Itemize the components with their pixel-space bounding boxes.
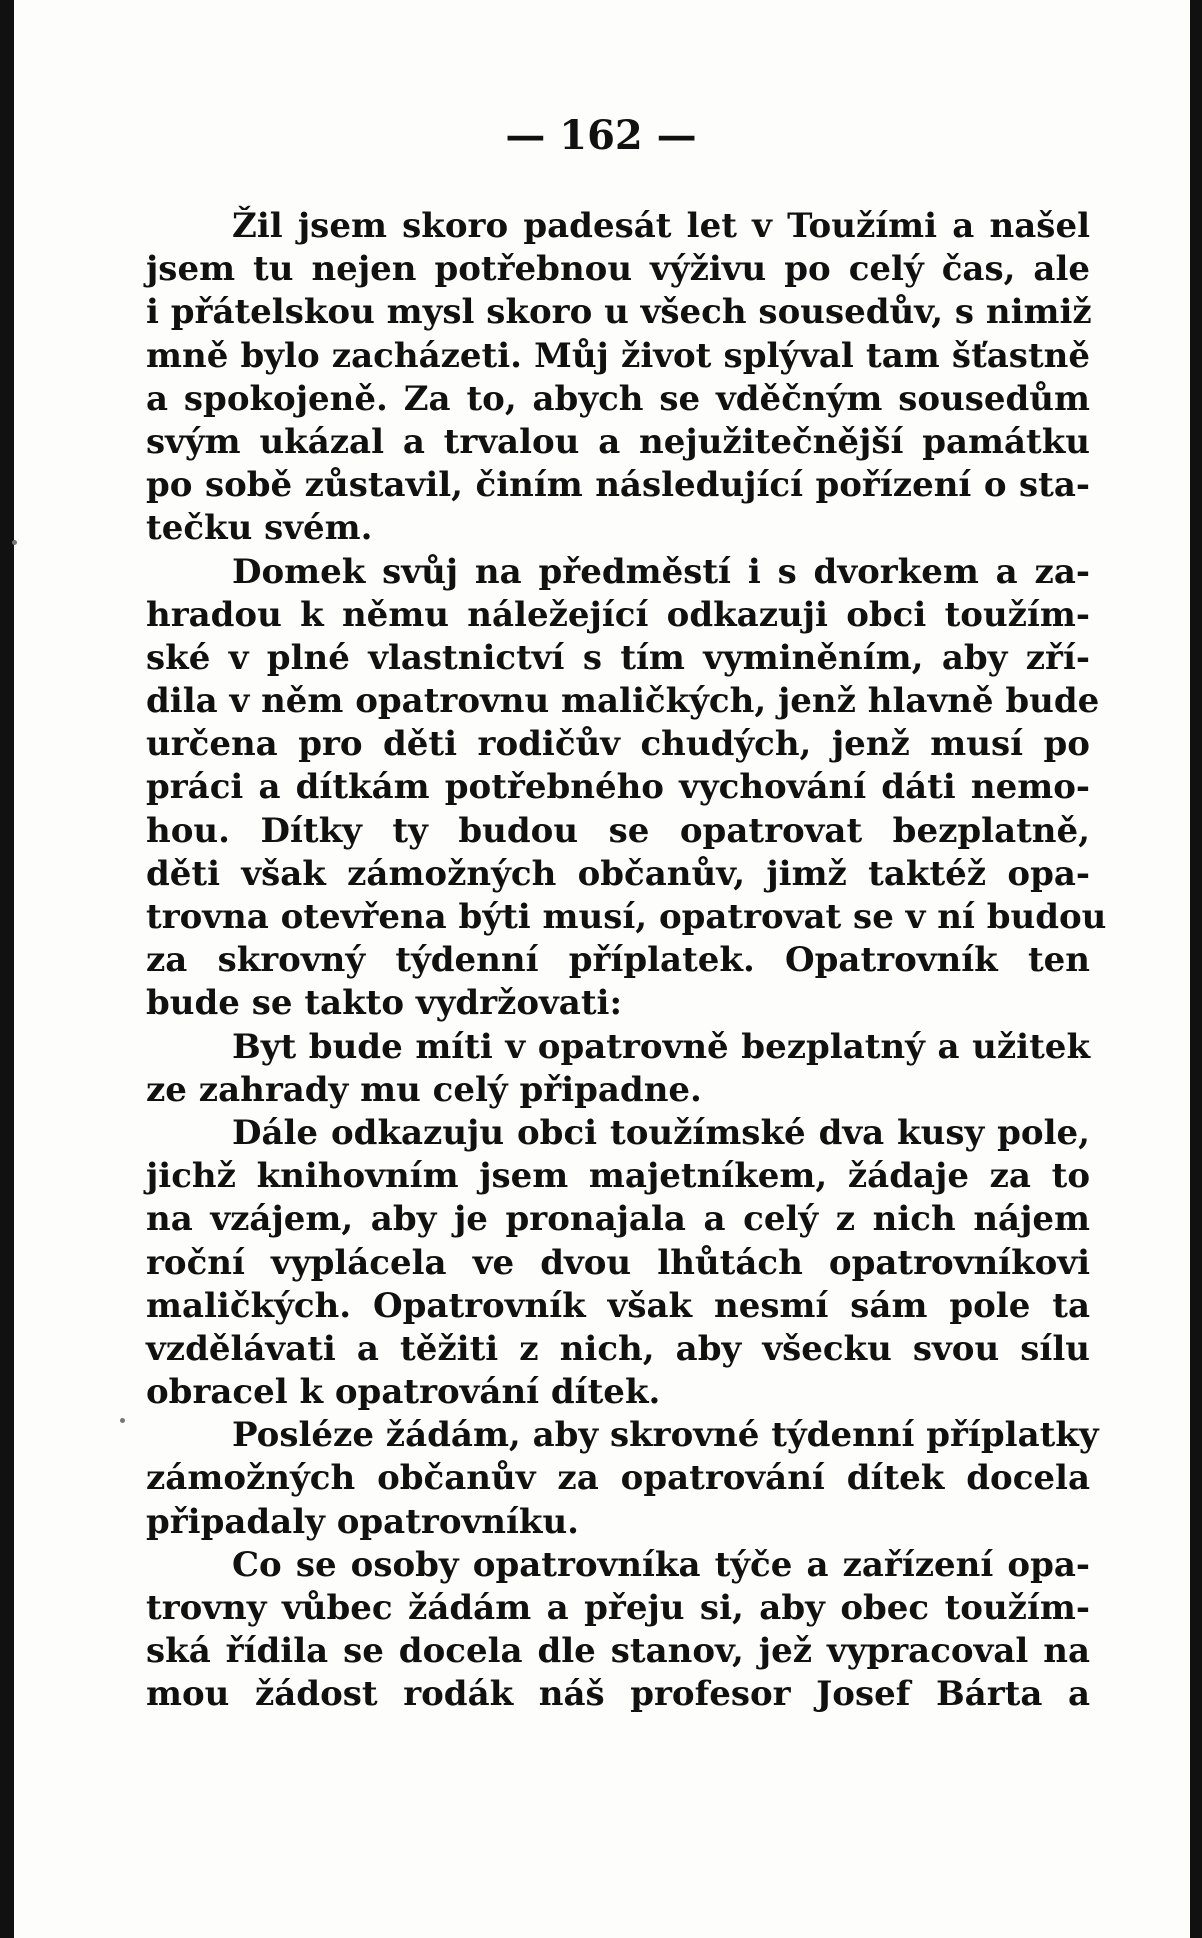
text-line: vzdělávati a těžiti z nich, aby všecku svou sílu bbox=[146, 1328, 1090, 1369]
paragraph bbox=[146, 1544, 1090, 1717]
text-line: mou žádost rodák náš profesor Josef Bárta a bbox=[146, 1674, 1090, 1715]
text-line: ze zahrady mu celý připadne. bbox=[146, 1069, 702, 1110]
text-line: ské v plné vlastnictví s tím vyminěním, aby zří- bbox=[146, 637, 1090, 678]
paragraph bbox=[146, 1026, 1090, 1112]
text-line: Domek svůj na předměstí i s dvorkem a za- bbox=[232, 551, 1090, 592]
text-line: mně bylo zacházeti. Můj život splýval tam šťastně bbox=[146, 335, 1090, 376]
paragraph bbox=[146, 205, 1090, 551]
text-line: jichž knihovním jsem majetníkem, žádaje za to bbox=[146, 1156, 1090, 1197]
text-line: po sobě zůstavil, činím následující pořízení o sta- bbox=[146, 465, 1090, 506]
scan-edge-right bbox=[1190, 0, 1202, 1938]
text-line: maličkých. Opatrovník však nesmí sám pole ta bbox=[146, 1285, 1090, 1326]
text-line: ská řídila se docela dle stanov, jež vypracoval na bbox=[146, 1631, 1090, 1672]
text-line: roční vyplácela ve dvou lhůtách opatrovníkovi bbox=[146, 1242, 1090, 1283]
paragraph bbox=[146, 1414, 1099, 1544]
text-line: za skrovný týdenní příplatek. Opatrovník ten bbox=[146, 940, 1090, 981]
speck bbox=[12, 540, 17, 545]
text-line: připadaly opatrovníku. bbox=[146, 1501, 580, 1542]
text-line: obracel k opatrování dítek. bbox=[146, 1372, 661, 1413]
body-text bbox=[146, 205, 1107, 1717]
text-line: Žil jsem skoro padesát let v Toužími a našel bbox=[232, 206, 1090, 246]
text-line: i přátelskou mysl skoro u všech sousedův, s nimiž bbox=[146, 292, 1092, 333]
text-line: hou. Dítky ty budou se opatrovat bezplatně, bbox=[146, 810, 1090, 851]
text-line: Posléze žádám, aby skrovné týdenní příplatky bbox=[232, 1415, 1099, 1456]
text-line: Co se osoby opatrovníka týče a zařízení opa- bbox=[232, 1544, 1090, 1585]
text-line: trovny vůbec žádám a přeju si, aby obec toužím- bbox=[146, 1588, 1090, 1628]
text-line: tečku svém. bbox=[146, 508, 373, 549]
text-line: bude se takto vydržovati: bbox=[146, 983, 622, 1024]
text-line: trovna otevřena býti musí, opatrovat se v ní budou bbox=[146, 897, 1107, 937]
text-line: Byt bude míti v opatrovně bezplatný a užitek bbox=[232, 1026, 1090, 1067]
text-line: jsem tu nejen potřebnou výživu po celý čas, ale bbox=[146, 249, 1090, 290]
text-line: na vzájem, aby je pronajala a celý z nich nájem bbox=[146, 1199, 1090, 1240]
text-line: dila v něm opatrovnu maličkých, jenž hlavně bude bbox=[146, 681, 1100, 722]
scan-edge-left bbox=[0, 0, 14, 1938]
paragraph bbox=[146, 551, 1107, 1026]
text-line: a spokojeně. Za to, abych se vděčným sousedům bbox=[146, 378, 1090, 419]
page-number: — 162 — bbox=[505, 112, 697, 159]
text-line: Dále odkazuju obci toužímské dva kusy pole, bbox=[232, 1112, 1090, 1153]
text-line: určena pro děti rodičův chudých, jenž musí po bbox=[146, 724, 1090, 765]
speck bbox=[120, 1418, 125, 1423]
text-line: svým ukázal a trvalou a nejužitečnější památku bbox=[146, 421, 1090, 462]
paragraph bbox=[146, 1112, 1090, 1414]
text-line: děti však zámožných občanův, jimž taktéž opa- bbox=[146, 853, 1090, 894]
text-line: hradou k němu náležející odkazuji obci toužím- bbox=[146, 594, 1090, 635]
text-line: práci a dítkám potřebného vychování dáti nemo- bbox=[146, 767, 1090, 808]
text-line: zámožných občanův za opatrování dítek docela bbox=[146, 1458, 1090, 1499]
